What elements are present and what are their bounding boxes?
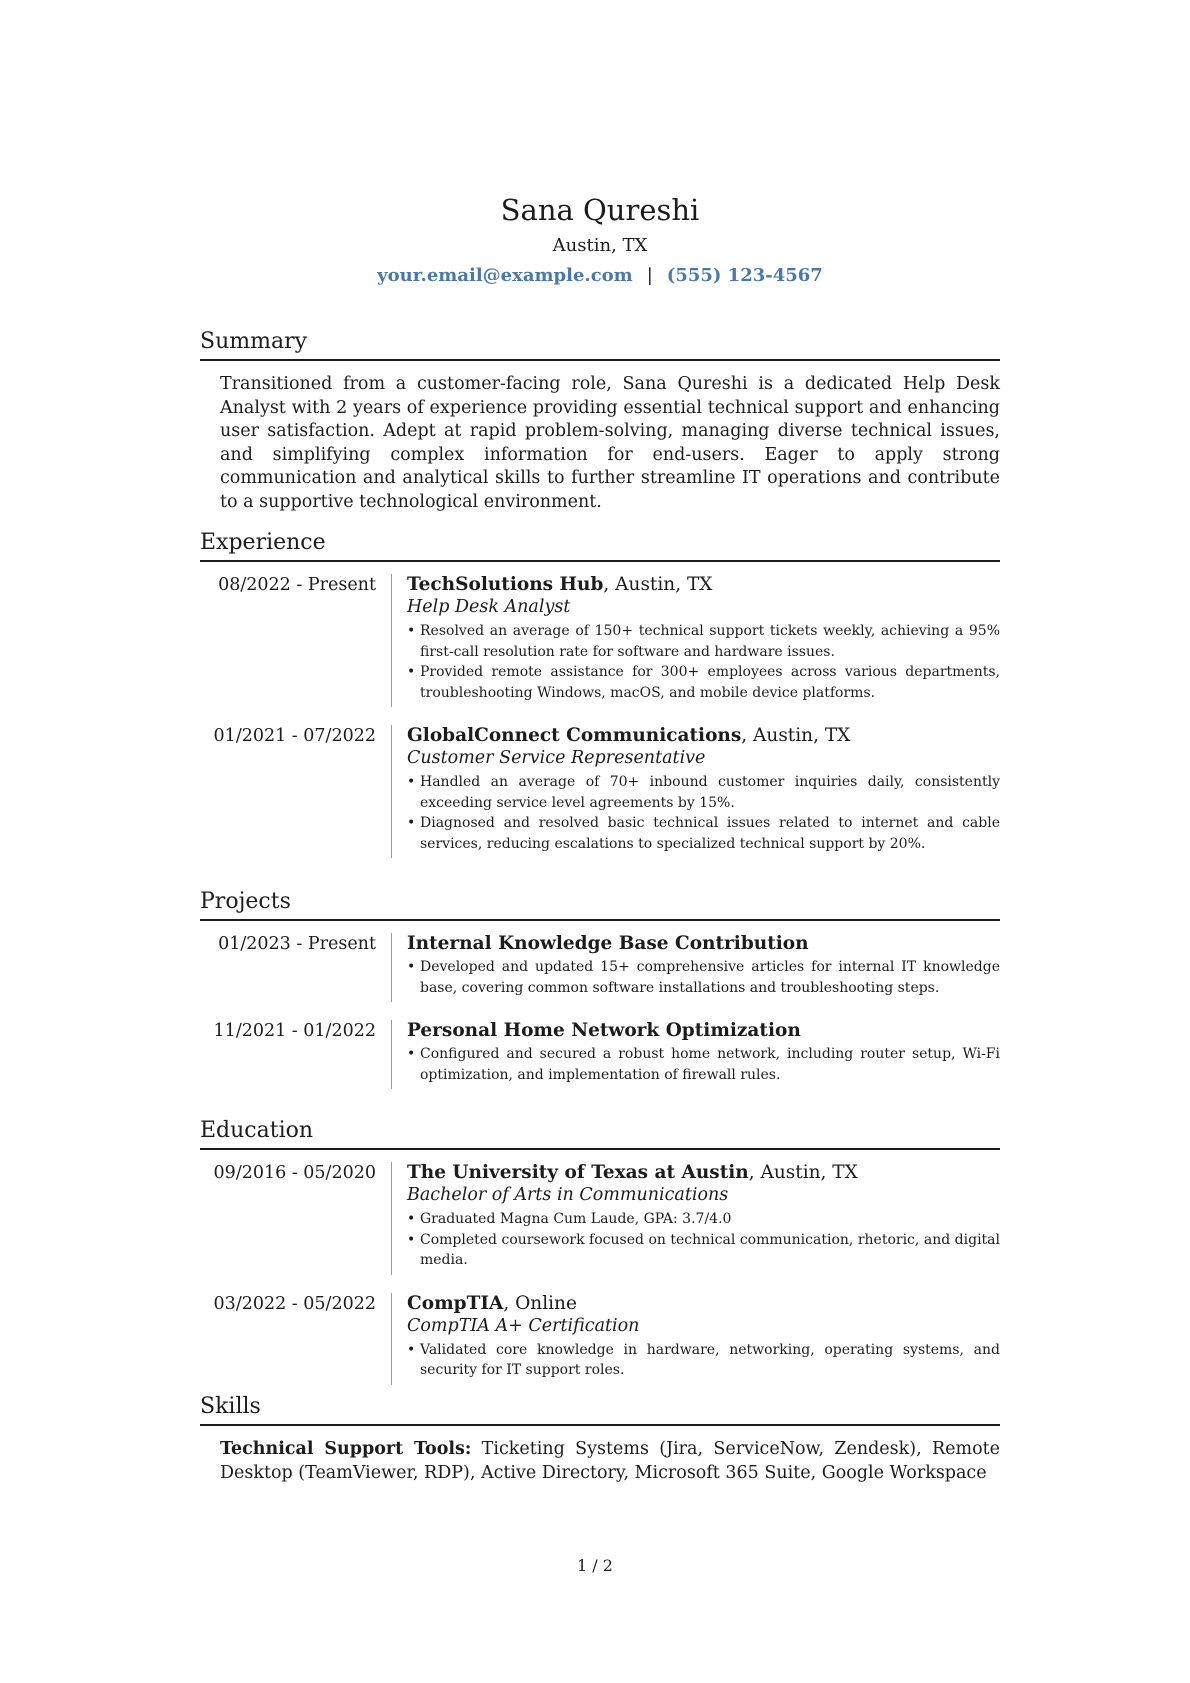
entry-body: [391, 1293, 1000, 1385]
skills-section: [200, 1392, 1000, 1485]
resume-header: [200, 190, 1000, 290]
org-place: , Austin, TX: [748, 1162, 858, 1183]
skills-text: [220, 1438, 1000, 1485]
experience-entry: [200, 574, 1000, 707]
org-name: The University of Texas at Austin: [407, 1162, 749, 1183]
entry-bullets: [407, 1044, 1000, 1085]
entry-org: [407, 933, 1000, 955]
org-place: , Online: [503, 1292, 577, 1314]
projects-section: [200, 887, 1000, 1089]
project-entry: [200, 933, 1000, 1002]
org-name: GlobalConnect Communications: [407, 725, 742, 746]
education-entry: [200, 1162, 1000, 1275]
section-title-summary: Summary: [200, 327, 1000, 361]
entry-org: [407, 1293, 1000, 1315]
entry-role: Bachelor of Arts in Communications: [407, 1185, 729, 1205]
entry-date: 11/2021 - 01/2022: [213, 1021, 376, 1041]
org-name: CompTIA: [407, 1292, 504, 1314]
bullet-item: • Diagnosed and resolved basic technical issues related to internet and cable services, reducing escalations to specialized technical support by 20%.: [407, 813, 1000, 854]
bullet-item: • Completed coursework focused on technical communication, rhetoric, and digital media.: [407, 1230, 1000, 1271]
contact-separator: |: [646, 265, 653, 286]
bullet-item: • Handled an average of 70+ inbound customer inquiries daily, consistently exceeding service level agreements by 15%.: [407, 772, 1000, 813]
summary-section: [200, 327, 1000, 514]
entry-role: Help Desk Analyst: [407, 597, 571, 617]
entry-bullets: [407, 621, 1000, 703]
section-title-projects: Projects: [200, 887, 1000, 921]
section-title-experience: Experience: [200, 528, 1000, 562]
project-name: Personal Home Network Optimization: [407, 1020, 801, 1041]
section-title-education: Education: [200, 1116, 1000, 1150]
experience-entry: [200, 725, 1000, 858]
candidate-location: Austin, TX: [552, 235, 648, 256]
entry-body: [391, 574, 1000, 707]
bullet-item: • Configured and secured a robust home network, including router setup, Wi-Fi optimization, and implementation of firewall rules.: [407, 1044, 1000, 1085]
entry-role: CompTIA A+ Certification: [407, 1315, 640, 1336]
entry-bullets: [407, 1340, 1000, 1381]
project-entry: [200, 1020, 1000, 1089]
entry-bullets: [407, 1209, 1000, 1271]
education-entry: [200, 1293, 1000, 1385]
org-place: , Austin, TX: [741, 725, 851, 746]
entry-bullets: [407, 772, 1000, 854]
entry-body: [391, 725, 1000, 858]
bullet-item: • Validated core knowledge in hardware, networking, operating systems, and security for IT support roles.: [407, 1340, 1000, 1381]
entry-date: 08/2022 - Present: [218, 575, 376, 595]
entry-date: 03/2022 - 05/2022: [213, 1293, 376, 1314]
project-name: Internal Knowledge Base Contribution: [407, 933, 809, 954]
entry-org: [407, 1020, 1000, 1042]
section-title-skills: Skills: [200, 1392, 1000, 1426]
entry-body: [391, 1162, 1000, 1275]
summary-text: Transitioned from a customer-facing role, Sana Qureshi is a dedicated Help Desk Analyst with 2 years of experience providing essential technical support and enhancing user satisfaction. Adept at rapid problem-solving, managing diverse technical issues, and simplifying complex information for end-users. Eager to apply strong communication and analytical skills to further streamline IT operations and contribute to a supportive technological environment.: [220, 374, 1000, 512]
entry-body: [391, 1020, 1000, 1089]
entry-date: 01/2021 - 07/2022: [213, 726, 376, 746]
entry-body: [391, 933, 1000, 1002]
entry-org: [407, 574, 1000, 596]
contact-line: [200, 262, 1000, 290]
bullet-item: • Provided remote assistance for 300+ employees across various departments, troubleshooting Windows, macOS, and mobile device platforms.: [407, 662, 1000, 703]
email-link[interactable]: your.email@example.com: [377, 265, 633, 286]
entry-date: 09/2016 - 05/2020: [213, 1163, 376, 1183]
entry-bullets: [407, 957, 1000, 998]
bullet-item: • Resolved an average of 150+ technical support tickets weekly, achieving a 95% first-call resolution rate for software and hardware issues.: [407, 621, 1000, 662]
org-name: TechSolutions Hub: [407, 574, 604, 595]
entry-date: 01/2023 - Present: [218, 934, 376, 954]
education-section: [200, 1116, 1000, 1385]
entry-org: [407, 1162, 1000, 1184]
candidate-name: Sana Qureshi: [500, 193, 700, 227]
entry-role: Customer Service Representative: [407, 748, 706, 768]
page-number: 1 / 2: [577, 1556, 613, 1575]
bullet-item: • Graduated Magna Cum Laude, GPA: 3.7/4.0: [407, 1209, 1000, 1230]
skills-label: Technical Support Tools:: [220, 1439, 472, 1459]
phone-link[interactable]: (555) 123-4567: [666, 265, 823, 286]
bullet-item: • Developed and updated 15+ comprehensive articles for internal IT knowledge base, covering common software installations and troubleshooting steps.: [407, 957, 1000, 998]
experience-section: [200, 528, 1000, 858]
org-place: , Austin, TX: [603, 574, 713, 595]
skills-list: Ticketing Systems (Jira, ServiceNow, Zendesk), Remote Desktop (TeamViewer, RDP), Active Directory, Microsoft 365 Suite, Google Workspace: [220, 1439, 1001, 1483]
entry-org: [407, 725, 1000, 747]
